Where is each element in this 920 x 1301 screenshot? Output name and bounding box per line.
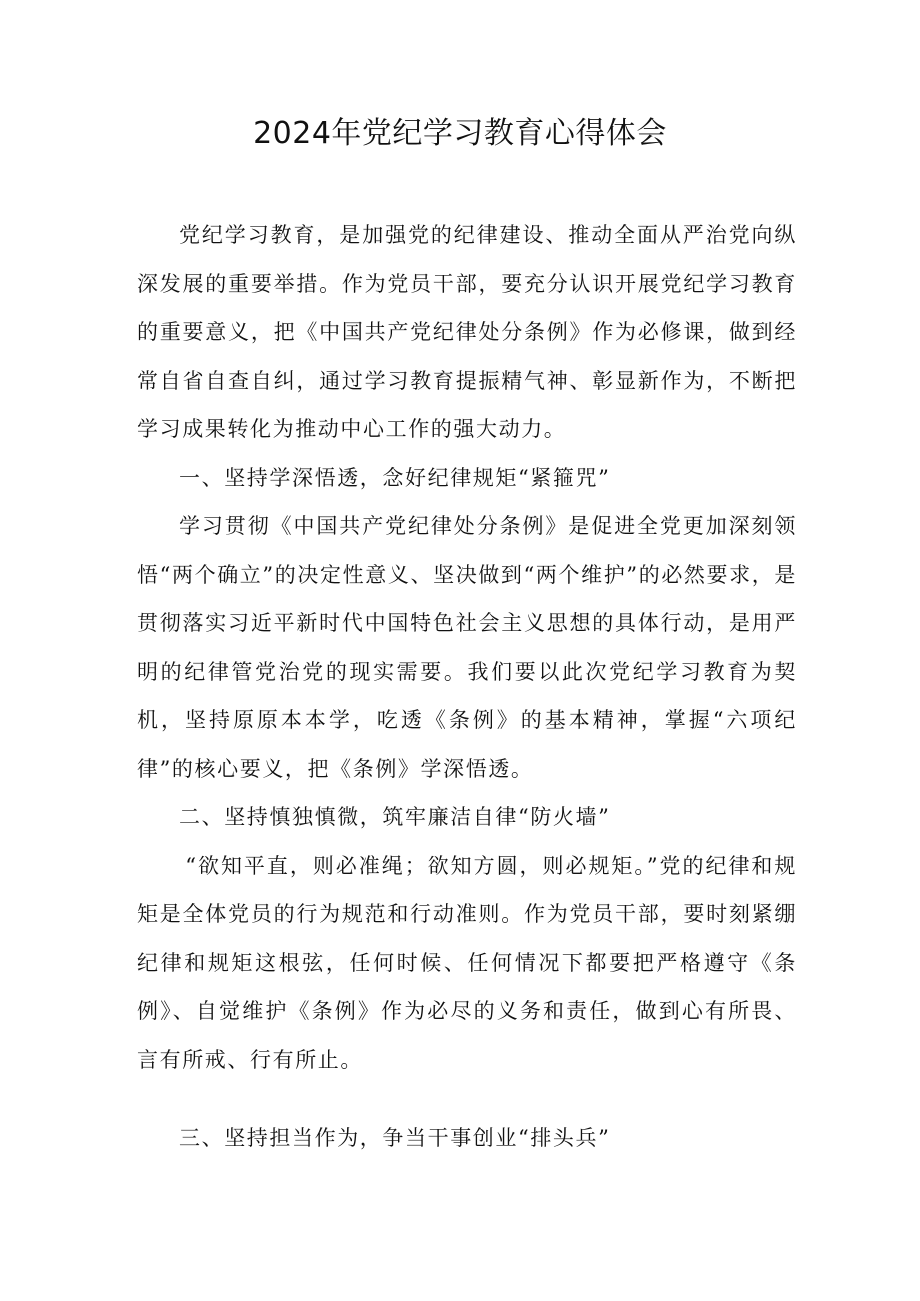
section-heading-1: 一、坚持学深悟透，念好纪律规矩“紧箍咒”: [179, 465, 611, 490]
intro-paragraph: 党纪学习教育，是加强党的纪律建设、推动全面从严治党向纵深发展的重要举措。作为党员干部，要充分认识开展党纪学习教育的重要意义，把《中国共产党纪律处分条例》作为必修课，做到经常自省自查自纠，通过学习教育提振精气神、彰显新作为，不断把学习成果转化为推动中心工作的强大动力。: [137, 223, 797, 441]
paragraph-gap: [137, 1084, 797, 1114]
document-title: 2024年党纪学习教育心得体会: [253, 116, 667, 151]
section-heading-2: 二、坚持慎独慎微，筑牢廉洁自律“防火墙”: [179, 805, 611, 829]
section-2-paragraph: “欲知平直，则必准绳；欲知方圆，则必规矩。”党的纪律和规矩是全体党员的行为规范和行动准则。作为党员干部，要时刻紧绷纪律和规矩这根弦，任何时候、任何情况下都要把严格遵守《条例》、自觉维护《条例》作为必尽的义务和责任，做到心有所畏、言有所戒、行有所止。: [137, 853, 797, 1072]
document-body: [137, 211, 797, 1163]
section-heading-3: 三、坚持担当作为，争当干事创业“排头兵”: [179, 1126, 611, 1150]
section-1-paragraph: 学习贯彻《中国共产党纪律处分条例》是促进全党更加深刻领悟“两个确立”的决定性意义、坚决做到“两个维护”的必然要求，是贯彻落实习近平新时代中国特色社会主义思想的具体行动，是用严明的纪律管党治党的现实需要。我们要以此次党纪学习教育为契机，坚持原原本本学，吃透《条例》的基本精神，掌握“六项纪律”的核心要义，把《条例》学深悟透。: [137, 514, 797, 781]
